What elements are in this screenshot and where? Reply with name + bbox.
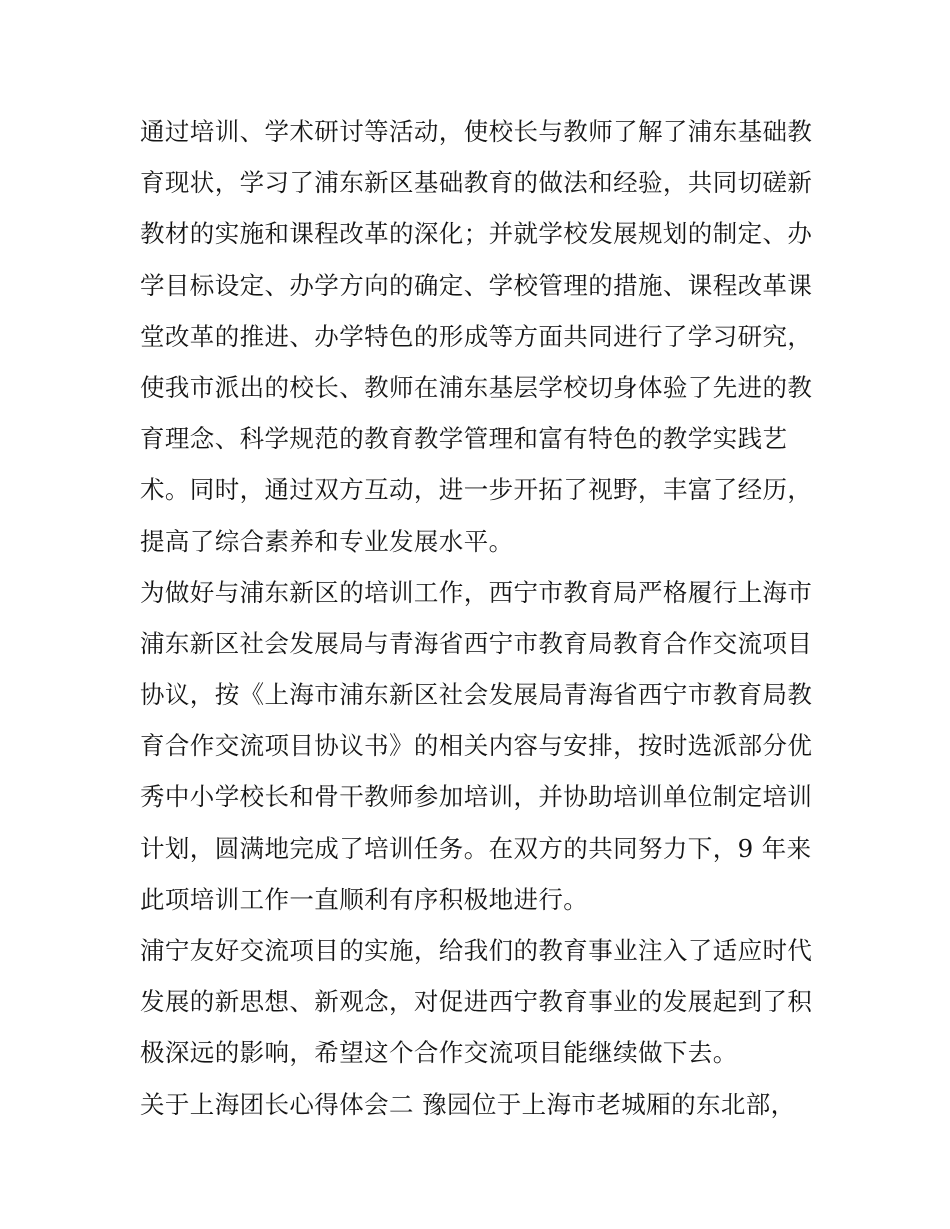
paragraph-3 — [140, 925, 816, 1079]
text-line: 浦宁友好交流项目的实施，给我们的教育事业注入了适应时代 — [140, 936, 813, 965]
document-body — [140, 106, 816, 1130]
paragraph-2 — [140, 567, 816, 925]
text-line: 教材的实施和课程改革的深化；并就学校发展规划的制定、办 — [140, 219, 813, 249]
text-line: 术。同时，通过双方互动，进一步开拓了视野，丰富了经历， — [140, 475, 813, 505]
text-line: 为做好与浦东新区的培训工作，西宁市教育局严格履行上海市 — [140, 577, 813, 607]
text-line: 浦东新区社会发展局与青海省西宁市教育局教育合作交流项目 — [140, 628, 813, 658]
text-line: 关于上海团长心得体会二 豫园位于上海市老城厢的东北部， — [140, 1089, 796, 1119]
paragraph-1 — [140, 106, 816, 567]
text-line: 协议，按《上海市浦东新区社会发展局青海省西宁市教育局教 — [140, 680, 813, 710]
text-line: 计划，圆满地完成了培训任务。在双方的共同努力下，9 年来 — [140, 833, 812, 863]
text-line: 此项培训工作一直顺利有序积极地进行。 — [140, 884, 589, 914]
text-line: 秀中小学校长和骨干教师参加培训，并协助培训单位制定培训 — [140, 782, 813, 812]
text-line: 学目标设定、办学方向的确定、学校管理的措施、课程改革课 — [140, 270, 813, 300]
text-line: 堂改革的推进、办学特色的形成等方面共同进行了学习研究， — [140, 321, 813, 351]
text-line: 提高了综合素养和专业发展水平。 — [140, 526, 514, 556]
text-line: 极深远的影响，希望这个合作交流项目能继续做下去。 — [140, 1038, 738, 1068]
paragraph-4 — [140, 1079, 816, 1130]
text-line: 通过培训、学术研讨等活动，使校长与教师了解了浦东基础教 — [140, 117, 813, 146]
text-line: 育理念、科学规范的教育教学管理和富有特色的教学实践艺 — [140, 424, 788, 454]
text-line: 发展的新思想、新观念，对促进西宁教育事业的发展起到了积 — [140, 987, 813, 1017]
text-line: 育合作交流项目协议书》的相关内容与安排，按时选派部分优 — [140, 731, 813, 761]
text-line: 育现状，学习了浦东新区基础教育的做法和经验，共同切磋新 — [140, 168, 813, 198]
text-line: 使我市派出的校长、教师在浦东基层学校切身体验了先进的教 — [140, 372, 813, 402]
